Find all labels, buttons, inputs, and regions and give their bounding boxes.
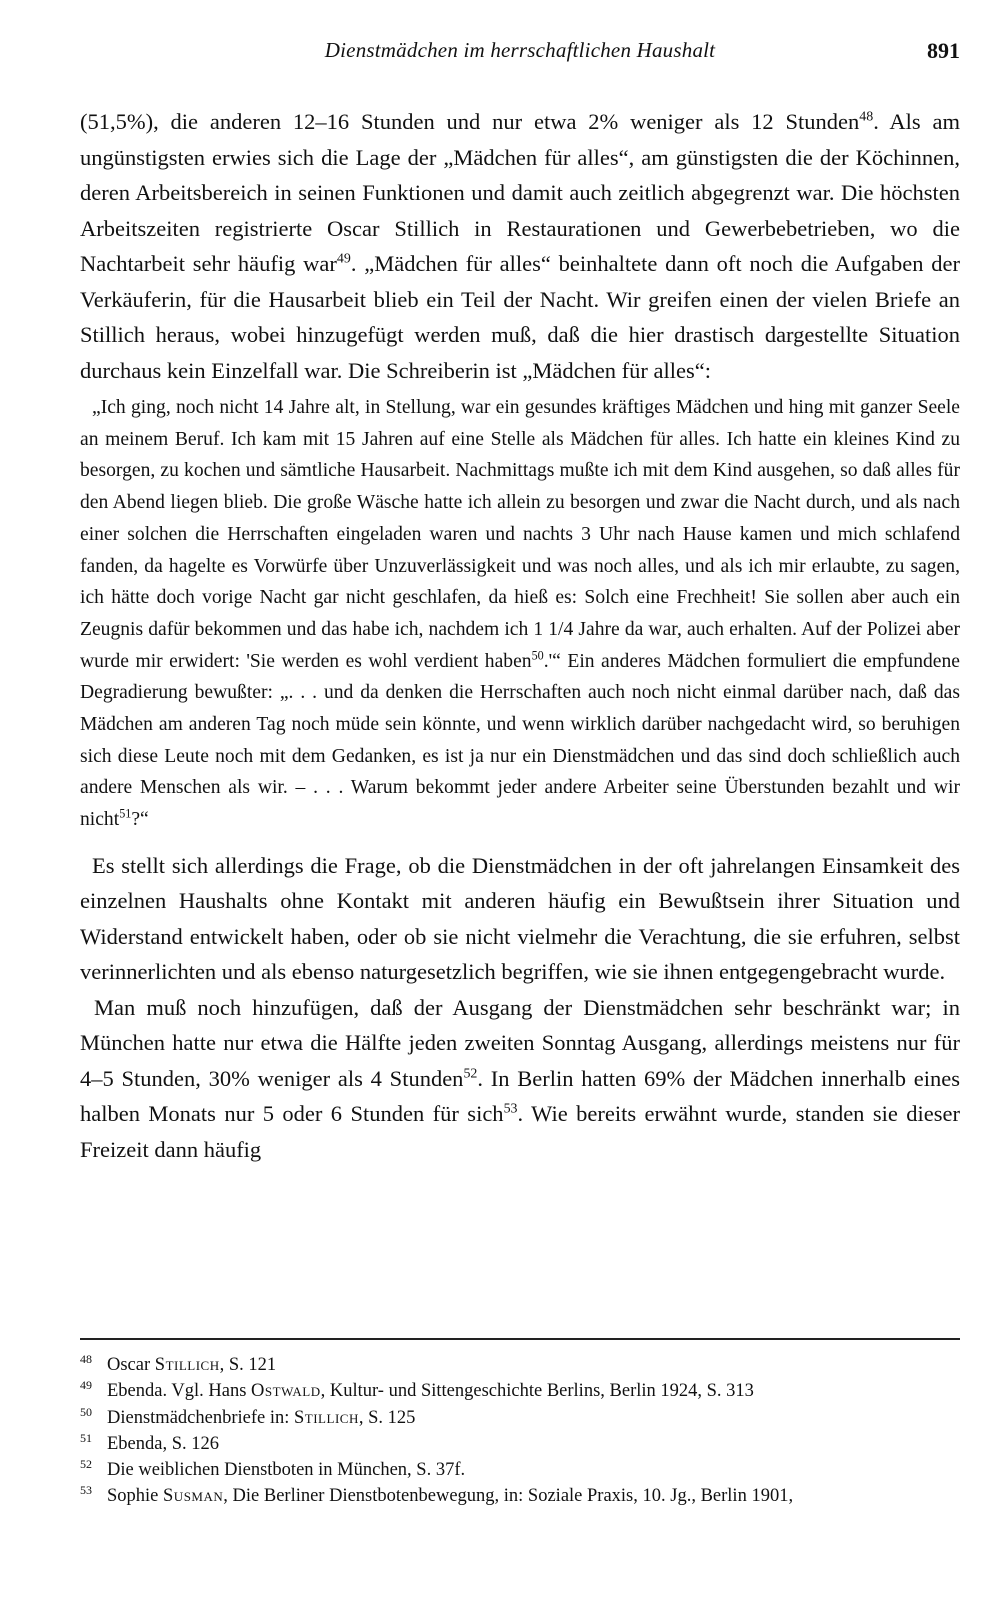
paragraph-text: . In Berlin hatten 69% der Mädchen innerhalb eines halben Monats nur 5 oder 6 Stunden für sich (80, 1065, 960, 1127)
footnote-50 (80, 1405, 960, 1431)
author-name: Ostwald (251, 1381, 321, 1402)
footnote-text: , Die Berliner Dienstbotenbewegung, in: Soziale Praxis, 10. Jg., Berlin 1901, (223, 1486, 794, 1507)
running-title: Dienstmädchen im herrschaftlichen Haushalt (324, 38, 716, 62)
block-quote (80, 392, 960, 836)
footnote-number: 48 (80, 1352, 92, 1366)
footnote-53 (80, 1483, 960, 1509)
main-text (80, 104, 960, 1167)
footnote-number: 51 (80, 1430, 92, 1445)
footnote-49 (80, 1378, 960, 1404)
paragraph-1 (80, 104, 960, 388)
paragraph-3 (80, 990, 960, 1168)
footnote-number: 53 (80, 1483, 92, 1498)
footnote-ref-51: 51 (119, 806, 132, 821)
quote-text: ?“ (131, 809, 149, 831)
footnote-ref-50: 50 (531, 648, 544, 663)
footnote-text: , S. 121 (219, 1355, 277, 1375)
footnote-text: Oscar (107, 1355, 155, 1375)
footnote-51 (80, 1431, 960, 1457)
author-name: Stillich (154, 1355, 220, 1375)
paragraph-2: Es stellt sich allerdings die Frage, ob die Dienstmädchen in der oft jahrelangen Einsamkeit des einzelnen Haushalts ohne Kontakt mit anderen häufig ein Bewußtsein ihrer Situation und Widerstand entwickelt haben, oder ob sie nicht vielmehr die Verachtung, die sie erfuhren, selbst verinnerlichten und als ebenso naturgesetzlich begriffen, wie sie ihnen entgegengebracht wurde. (80, 852, 960, 985)
footnote-number: 49 (80, 1378, 92, 1393)
footnote-text: , Kultur- und Sittengeschichte Berlins, Berlin 1924, S. 313 (320, 1381, 754, 1402)
paragraph-text: . Wie bereits erwähnt wurde, standen sie dieser Freizeit dann häufig (80, 1101, 960, 1162)
paragraph-text: . Als am ungünstigsten erwies sich die Lage der „Mädchen für alles“, am günstigsten die der Köchinnen, deren Arbeitsbereich in seinen Funktionen und damit auch zeitlich abgegrenzt war. Die höchsten Arbeitszeiten registrierte Oscar Stillich in Restaurationen und Gewerbebetrieben, wo die Nachtarbeit sehr häufig war (80, 109, 960, 276)
footnote-text: , S. 125 (358, 1407, 416, 1428)
author-name: Stillich (294, 1407, 359, 1428)
footnotes (80, 1352, 960, 1510)
footnote-text: Ebenda, S. 126 (107, 1433, 220, 1454)
footnote-divider (80, 1338, 960, 1340)
footnote-52 (80, 1457, 960, 1483)
footnote-number: 52 (80, 1457, 92, 1472)
footnote-text: Ebenda. Vgl. Hans (107, 1381, 252, 1402)
paragraph-text: Man muß noch hinzufügen, daß der Ausgang der Dienstmädchen sehr beschränkt war; in München hatte nur etwa die Hälfte jeden zweiten Sonntag Ausgang, allerdings meistens nur für 4–5 Stunden, 30% weniger als 4 Stunden (80, 994, 960, 1091)
paragraph-text: . „Mädchen für alles“ beinhaltete dann oft noch die Aufgaben der Verkäuferin, für die Hausarbeit blieb ein Teil der Nacht. Wir greifen einen der vielen Briefe an Stillich heraus, wobei hinzugefügt werden muß, daß die hier drastisch dargestellte Situation durchaus kein Einzelfall war. Die Schreiberin ist „Mädchen für alles“: (80, 251, 961, 383)
quote-text: .'“ Ein anderes Mädchen formuliert die empfundene Degradierung bewußter: „. . . und da denken die Herrschaften auch noch nicht einmal darüber nach, daß das Mädchen am anderen Tag noch müde sein könnte, und wenn wirklich darüber nachgedacht wird, so beruhigen sich diese Leute noch mit dem Gedanken, es ist ja nur ein Dienstmädchen und das sind doch schließlich auch andere Menschen als wir. – . . . Warum bekommt jeder andere Arbeiter seine Überstunden bezahlt und wir nicht (80, 650, 960, 831)
footnote-ref-53: 53 (503, 1101, 518, 1117)
running-header (80, 38, 960, 68)
footnote-number: 50 (80, 1404, 92, 1419)
quote-text: „Ich ging, noch nicht 14 Jahre alt, in Stellung, war ein gesundes kräftiges Mädchen und hing mit ganzer Seele an meinem Beruf. Ich kam mit 15 Jahren auf eine Stelle als Mädchen für alles. Ich hatte ein kleines Kind zu besorgen, zu kochen und sämtliche Hausarbeit. Nachmittags mußte ich mit dem Kind ausgehen, so daß alles für den Abend liegen blieb. Die große Wäsche hatte ich allein zu besorgen und zwar die Nacht durch, und als nach einer solchen die Herrschaften eingeladen waren und nachts 3 Uhr nach Hause kamen und mich schlafend fanden, da hagelte es Vorwürfe über Unzuverlässigkeit und was noch alles, und als ich mir erlaubte, zu sagen, ich hätte doch vorige Nacht gar nicht geschlafen, da hieß es: Solch eine Frechheit! Sie sollen aber auch ein Zeugnis dafür bekommen und das habe ich, nachdem ich 1 1/4 Jahre da war, auch erhalten. Auf der Polizei aber wurde mir erwidert: 'Sie werden es wohl verdient haben (80, 397, 960, 672)
footnote-48 (80, 1352, 960, 1378)
author-name: Susman (163, 1486, 224, 1507)
footnote-text: Die weiblichen Dienstboten in München, S. 37f. (107, 1460, 466, 1481)
footnote-ref-52: 52 (463, 1066, 478, 1082)
footnote-text: Dienstmädchenbriefe in: (107, 1407, 294, 1428)
footnote-ref-48: 48 (859, 109, 874, 125)
footnote-ref-49: 49 (336, 251, 351, 267)
paragraph-text: (51,5%), die anderen 12–16 Stunden und nur etwa 2% weniger als 12 Stunden (80, 109, 860, 134)
page-number: 891 (927, 38, 960, 63)
footnote-text: Sophie (107, 1486, 164, 1507)
